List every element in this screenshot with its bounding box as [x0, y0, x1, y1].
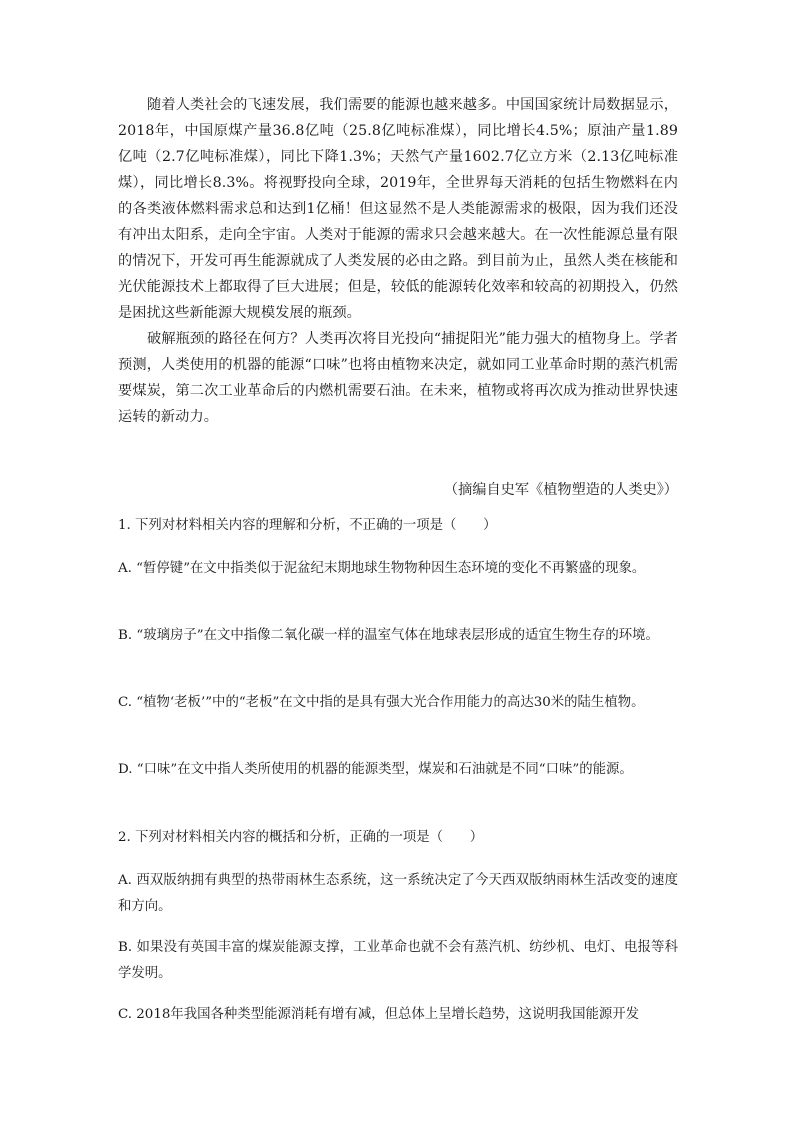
- question-1-stem: 1. 下列对材料相关内容的理解和分析，不正确的一项是（ ）: [118, 518, 497, 533]
- question-1-option-b: B. “玻璃房子”在文中指像二氧化碳一样的温室气体在地球表层形成的适宜生物生存的环境。: [118, 628, 659, 643]
- question-2-option-c: C. 2018年我国各种类型能源消耗有增有减，但总体上呈增长趋势，这说明我国能源开发: [118, 1007, 640, 1022]
- passage-paragraph-1: 随着人类社会的飞速发展，我们需要的能源也越来越多。中国国家统计局数据显示，2018年，中国原煤产量36.8亿吨（25.8亿吨标准煤），同比增长4.5%；原油产量1.89亿吨（2.7亿吨标准煤），同比下降1.3%；天然气产量1602.7亿立方米（2.13亿吨标准煤），同比增长8.3%。将视野投向全球，2019年，全世界每天消耗的包括生物燃料在内的各类液体燃料需求总和达到1亿桶！但这显然不是人类能源需求的极限，因为我们还没有冲出太阳系，走向全宇宙。人类对于能源的需求只会越来越大。在一次性能源总量有限的情况下，开发可再生能源就成了人类发展的必由之路。到目前为止，虽然人类在核能和光伏能源技术上都取得了巨大进展；但是，较低的能源转化效率和较高的初期投入，仍然是困扰这些新能源大规模发展的瓶颈。: [118, 97, 678, 321]
- question-1-option-d: D. “口味”在文中指人类所使用的机器的能源类型，煤炭和石油就是不同“口味”的能源。: [118, 762, 633, 777]
- question-2-stem: 2. 下列对材料相关内容的概括和分析，正确的一项是（ ）: [118, 830, 484, 845]
- passage-source: （摘编自史军《植物塑造的人类史》）: [443, 482, 678, 498]
- question-1-option-c: C. “植物‘老板’”中的“老板”在文中指的是具有强大光合作用能力的高达30米的陆生植物。: [118, 695, 645, 710]
- passage-paragraph-2: 破解瓶颈的路径在何方？人类再次将目光投向“捕捉阳光”能力强大的植物身上。学者预测，人类使用的机器的能源“口味”也将由植物来决定，就如同工业革命时期的蒸汽机需要煤炭，第二次工业革命后的内燃机需要石油。在未来，植物或将再次成为推动世界快速运转的新动力。: [118, 331, 678, 425]
- question-1-option-a: A. “暂停键”在文中指类似于泥盆纪末期地球生物物种因生态环境的变化不再繁盛的现象。: [118, 561, 646, 576]
- question-2-option-b: B. 如果没有英国丰富的煤炭能源支撑，工业革命也就不会有蒸汽机、纺纱机、电灯、电报等科学发明。: [118, 940, 678, 981]
- question-2-option-a: A. 西双版纳拥有典型的热带雨林生态系统，这一系统决定了今天西双版纳雨林生活改变的速度和方向。: [118, 873, 678, 914]
